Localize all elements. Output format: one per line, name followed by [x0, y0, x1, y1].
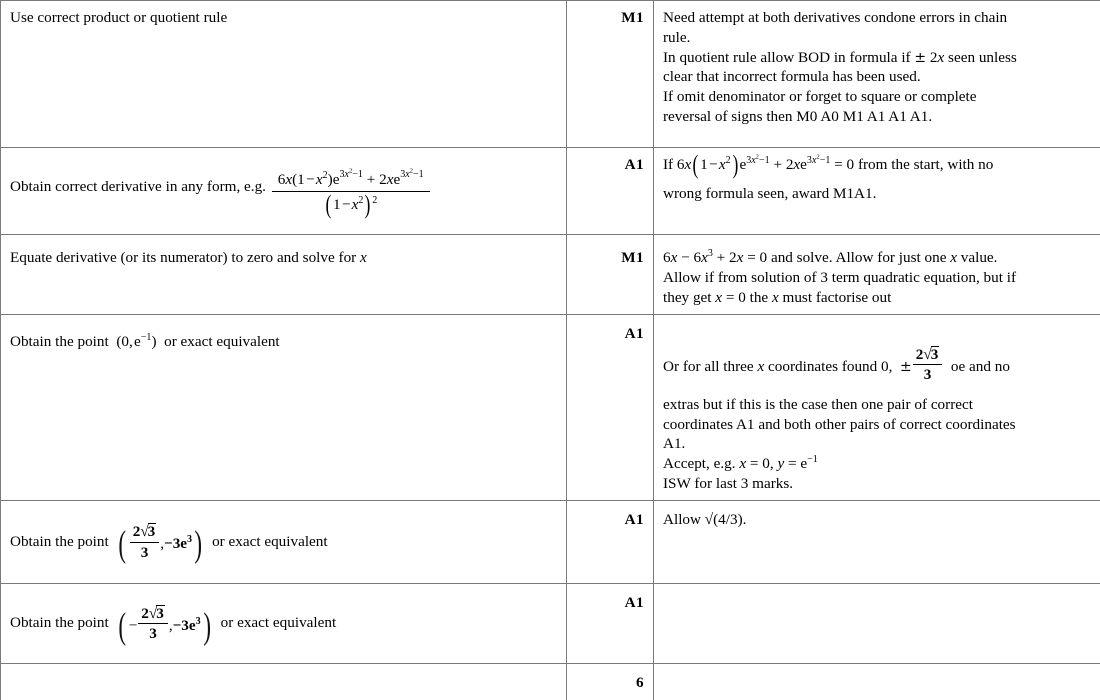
guidance-fragment: must factorise out — [782, 288, 892, 306]
plus-minus-symbol: ± — [900, 359, 912, 376]
answer-text — [10, 604, 337, 647]
two-root-three-over-three-fraction — [913, 346, 943, 384]
answer-cell-row-3 — [1, 235, 567, 315]
guidance-fragment: If — [663, 156, 674, 173]
guidance-cell-row-4 — [654, 315, 1100, 501]
guidance-fragment: coordinates found 0, — [768, 358, 893, 376]
guidance-cell-row-3 — [654, 235, 1100, 315]
math-coordinate-pair — [116, 604, 213, 647]
table-row — [1, 148, 1100, 235]
right-paren: ) — [202, 605, 211, 647]
guidance-fragment: Accept, e.g. — [663, 455, 736, 473]
table-row — [1, 235, 1100, 315]
answer-fragment: or exact equivalent — [220, 614, 337, 632]
answer-text — [10, 332, 557, 352]
guidance-line — [663, 248, 1091, 268]
answer-fragment: Obtain the point — [10, 333, 109, 350]
math-expression: x = 0, $y = e^{-1}$ — [739, 454, 818, 473]
math-coordinate-pair — [116, 523, 204, 566]
fraction-denominator: 3 — [149, 625, 157, 643]
answer-cell-row-7 — [1, 663, 567, 700]
coordinate-separator: , — [160, 535, 165, 553]
mark-cell-row-1 — [567, 1, 654, 148]
guidance-line: extras but if this is the case then one pair of correct — [663, 395, 973, 413]
guidance-fragment: oe and no — [950, 358, 1010, 376]
guidance-line — [663, 288, 1091, 308]
guidance-cell-row-6 — [654, 583, 1100, 663]
mark-cell-row-5 — [567, 500, 654, 583]
guidance-line — [663, 149, 1091, 180]
fraction-numerator: 2√3 — [130, 523, 160, 542]
table-row — [1, 583, 1100, 663]
guidance-line: coordinates A1 and both other pairs of correct coordinates — [663, 415, 1016, 433]
total-mark-cell — [567, 663, 654, 700]
answer-fragment: Obtain the point — [10, 532, 109, 550]
guidance-line: Need attempt at both derivatives condone errors in chain — [663, 9, 1008, 26]
math-variable: x — [757, 358, 765, 376]
answer-text: Use correct product or quotient rule — [10, 9, 228, 26]
fraction-denominator: (1 − $x^2$) $^2$ — [325, 188, 378, 219]
answer-fragment: Equate derivative (or its numerator) to zero and solve for — [10, 249, 357, 266]
guidance-fragment: In quotient rule allow BOD in formula if — [663, 48, 911, 66]
math-coordinate-pair: (0, $e^{-1}$) — [116, 331, 157, 350]
two-root-three-over-three-fraction — [130, 523, 160, 561]
answer-text — [10, 248, 557, 268]
guidance-cell-row-5 — [654, 500, 1100, 583]
guidance-line — [663, 48, 1091, 68]
fraction-denominator: 3 — [140, 543, 149, 561]
guidance-line — [663, 346, 1091, 384]
answer-cell-row-2 — [1, 148, 567, 235]
plus-minus-symbol: ± — [914, 49, 927, 66]
table-row — [1, 1, 1100, 148]
table-row — [1, 500, 1100, 583]
guidance-fragment: they get — [663, 288, 712, 306]
right-paren: ) — [194, 524, 203, 566]
math-expression: 6x(1 − $x^2)e^{3x^2-1} + 2xe^{3x^2-1} = 0$ — [676, 149, 855, 180]
math-expression: 2x — [929, 48, 945, 66]
negative-sign: − — [128, 616, 138, 634]
guidance-line: rule. — [663, 28, 691, 46]
two-root-three-over-three-fraction — [138, 605, 168, 643]
guidance-line: Allow if from solution of 3 term quadratic equation, but if — [663, 268, 1017, 286]
guidance-fragment: from the start, with no — [857, 156, 994, 173]
guidance-fragment: the — [749, 288, 769, 306]
guidance-cell-row-1 — [654, 1, 1100, 148]
table-row-total — [1, 663, 1100, 700]
fraction-numerator: 6x(1 − $x^2)e^{3x^2-1} + 2xe^{3x^2-1}$ — [272, 170, 430, 192]
total-mark-label: 6 — [636, 673, 644, 691]
answer-cell-row-1 — [1, 1, 567, 148]
math-expression: x = 0 — [715, 288, 746, 306]
guidance-cell-row-2 — [654, 148, 1100, 235]
guidance-line: wrong formula seen, award M1A1. — [663, 184, 877, 202]
guidance-line: reversal of signs then M0 A0 M1 A1 A1 A1. — [663, 107, 933, 125]
math-variable: x — [771, 288, 779, 306]
guidance-line — [663, 454, 1091, 474]
answer-cell-row-5 — [1, 500, 567, 583]
guidance-line: Allow √(4/3). — [663, 510, 747, 528]
mark-cell-row-6 — [567, 583, 654, 663]
mark-label: M1 — [621, 9, 644, 26]
mark-label: A1 — [624, 325, 644, 342]
table-row — [1, 315, 1100, 501]
answer-prefix: Obtain correct derivative in any form, e.g. — [10, 178, 266, 196]
mark-label: A1 — [624, 593, 644, 611]
math-expression: $6x - 6x^3 + 2x = 0$ — [663, 247, 768, 266]
guidance-line: ISW for last 3 marks. — [663, 474, 794, 492]
left-paren: ( — [118, 524, 127, 566]
guidance-fragment: and solve. Allow for just one — [770, 249, 947, 266]
math-variable: x — [950, 249, 957, 266]
answer-cell-row-6 — [1, 583, 567, 663]
mark-label: M1 — [621, 249, 644, 266]
answer-fragment: or exact equivalent — [164, 333, 280, 350]
mark-cell-row-3 — [567, 235, 654, 315]
answer-text — [10, 523, 328, 566]
derivative-fraction — [272, 168, 430, 219]
guidance-fragment: value. — [960, 249, 998, 266]
fraction-numerator: 2√3 — [913, 346, 943, 365]
answer-text — [10, 168, 432, 219]
mark-label: A1 — [624, 510, 644, 528]
left-paren: ( — [118, 605, 127, 647]
coordinate-separator: , — [168, 616, 173, 634]
y-coordinate: $-3e^3$ — [172, 615, 201, 634]
answer-fragment: Obtain the point — [10, 614, 109, 632]
math-variable: x — [360, 249, 367, 266]
mark-cell-row-4 — [567, 315, 654, 501]
answer-cell-row-4 — [1, 315, 567, 501]
guidance-line: A1. — [663, 435, 686, 453]
guidance-line: If omit denominator or forget to square or complete — [663, 88, 977, 105]
guidance-fragment: Or for all three — [663, 358, 754, 376]
mark-label: A1 — [624, 156, 644, 173]
y-coordinate: $-3e^3$ — [164, 534, 193, 553]
fraction-denominator: 3 — [923, 366, 932, 384]
guidance-line: clear that incorrect formula has been used. — [663, 68, 921, 86]
mark-cell-row-2 — [567, 148, 654, 235]
fraction-numerator: 2√3 — [138, 605, 168, 624]
answer-fragment: or exact equivalent — [212, 532, 328, 550]
guidance-cell-row-7 — [654, 663, 1100, 700]
guidance-fragment: seen unless — [948, 48, 1017, 66]
